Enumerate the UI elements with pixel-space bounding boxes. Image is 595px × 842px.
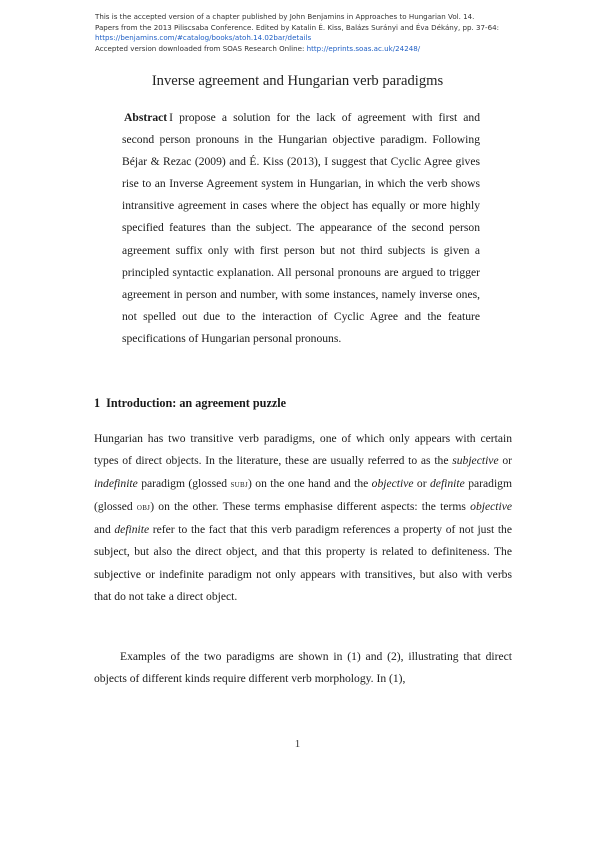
paper-title: Inverse agreement and Hungarian verb paradigms <box>151 73 444 89</box>
abstract-text: I propose a solution for the lack of agreement with first and second person pronouns in the Hungarian objective paradigm. Following Béjar & Rezac (2009) and É. Kiss (2013), I suggest that Cyclic Agree gives rise to an Inverse Agreement system in Hungarian, in which the verb shows intransitive agreement in cases where the object has equally or more highly specified features than the subject. The appearance of the second person agreement suffix only with first person but not third subjects is given a principled syntactic explanation. All personal pronouns are argued to trigger agreement in person and number, with some instances, namely inverse ones, not spelled out due to the interaction of Cyclic Agree and the feature specifications of Hungarian personal pronouns. <box>122 111 480 345</box>
p1-text-4: ) on the one hand and the <box>248 476 372 490</box>
p1-text-6: paradigm (glossed <box>94 476 512 513</box>
p1-text-9: refer to the fact that this verb paradigm references a property of not just the subject, but also the direct object, and that this property is related to definiteness. The subjective or indefinite paradigm not only appears with transitives, but also with verbs that do not take a direct object. <box>94 523 512 604</box>
section-heading <box>94 396 286 411</box>
citation-line-3 <box>95 44 535 55</box>
soas-eprints-link[interactable]: http://eprints.soas.ac.uk/24248/ <box>306 43 421 53</box>
citation-line-3-prefix: Accepted version downloaded from SOAS Research Online: <box>95 43 307 53</box>
gloss-obj: obj <box>136 501 151 513</box>
term-objective-2: objective <box>470 499 512 513</box>
section-title: Introduction: an agreement puzzle <box>106 396 287 410</box>
benjamins-link[interactable]: https://benjamins.com/#catalog/books/atoh.14.02bar/details <box>95 33 312 42</box>
citation-line-1: This is the accepted version of a chapter published by John Benjamins in Approaches to Hungarian Vol. 14. <box>95 12 475 21</box>
page-number: 1 <box>294 738 301 750</box>
abstract-label: Abstract <box>124 111 168 124</box>
section-number: 1 <box>94 396 101 410</box>
term-indefinite: indefinite <box>94 476 138 490</box>
p1-text-1: Hungarian has two transitive verb paradigms, one of which only appears with certain types of direct objects. In the literature, these are usually referred to as the <box>94 432 512 468</box>
p1-text-2: or <box>498 454 512 468</box>
p1-text-8: and <box>94 523 115 537</box>
term-definite: definite <box>430 476 465 490</box>
p1-text-7: ) on the other. These terms emphasise different aspects: the terms <box>150 499 471 513</box>
p1-text-5: or <box>413 476 430 490</box>
paragraph-1 <box>94 428 512 608</box>
term-subjective: subjective <box>452 454 499 468</box>
abstract <box>122 107 480 350</box>
gloss-subj: subj <box>230 478 248 490</box>
citation-line-2: Papers from the 2013 Piliscsaba Conference. Edited by Katalin É. Kiss, Balázs Surányi and Éva Dékány, pp. 37-64: <box>95 22 500 32</box>
citation-header <box>95 12 535 54</box>
term-objective: objective <box>371 476 414 490</box>
p1-text-3: paradigm (glossed <box>137 476 231 490</box>
term-definite-2: definite <box>114 523 150 537</box>
paragraph-2: Examples of the two paradigms are shown in (1) and (2), illustrating that direct objects of different kinds require different verb morphology. In (1), <box>94 650 512 686</box>
